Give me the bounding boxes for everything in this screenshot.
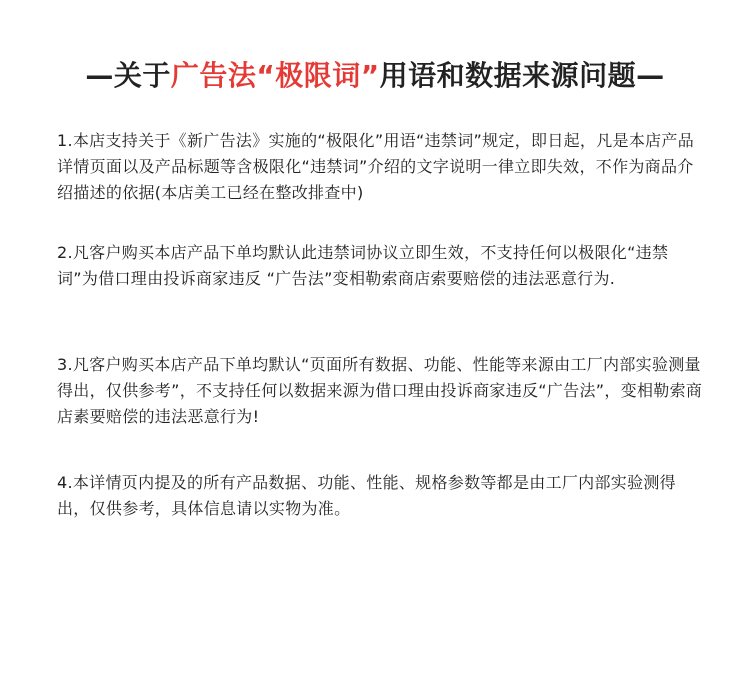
title-suffix: 用语和数据来源问题— bbox=[379, 59, 665, 92]
title-prefix: —关于 bbox=[85, 59, 171, 92]
notice-paragraph-1: 1.本店支持关于《新广告法》实施的“极限化”用语“违禁词”规定，即日起，凡是本店产品详情页面以及产品标题等含极限化“违禁词”介绍的文字说明一律立即失效，不作为商品介绍描述的依据(本店美工已经在整改排查中) bbox=[57, 131, 695, 202]
notice-paragraph-3: 3.凡客户购买本店产品下单均默认“页面所有数据、功能、性能等来源由工厂内部实验测量得出，仅供参考”，不支持任何以数据来源为借口理由投诉商家违反“广告法”，变相勒索商店素要赔偿的违法恶意行为! bbox=[57, 355, 703, 426]
page-title bbox=[0, 56, 750, 96]
notice-paragraph-2: 2.凡客户购买本店产品下单均默认此违禁词协议立即生效，不支持任何以极限化“违禁词”为借口理由投诉商家违反 “广告法”变相勒索商店索要赔偿的违法恶意行为. bbox=[57, 243, 669, 288]
title-highlight: 广告法“极限词” bbox=[170, 59, 380, 92]
notice-paragraph-4: 4.本详情页内提及的所有产品数据、功能、性能、规格参数等都是由工厂内部实验测得出，仅供参考，具体信息请以实物为准。 bbox=[57, 473, 676, 518]
